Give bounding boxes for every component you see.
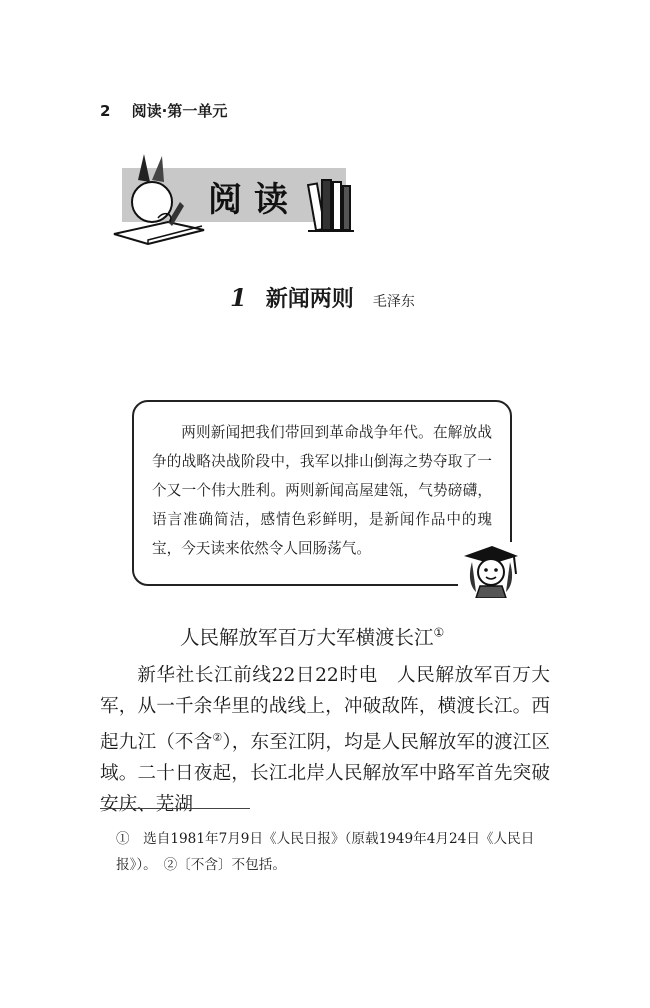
page-header <box>100 100 227 121</box>
lesson-author: 毛泽东 <box>372 294 415 310</box>
article-title-note: ① <box>433 625 445 640</box>
banner-title: 阅读 <box>208 180 300 220</box>
graduate-mascot-icon <box>458 542 520 598</box>
books-icon <box>308 180 354 231</box>
section-label: 阅读·第一单元 <box>131 102 228 120</box>
article-title-text: 人民解放军百万大军横渡长江 <box>180 626 434 649</box>
footnote-divider <box>100 808 250 809</box>
lesson-heading <box>230 282 415 313</box>
intro-box <box>132 400 512 586</box>
lesson-number: 1 <box>230 283 247 312</box>
article-body-part1: 新华社长江前线22日22时电 人民解放军百万大军，从一千余华里的战线上，冲破敌阵，横渡长江。西起九江（不含 <box>100 665 550 754</box>
article-title <box>180 622 444 650</box>
page-number: 2 <box>100 102 111 120</box>
article-body <box>100 660 550 820</box>
footnote-2: ②〔不含〕不包括。 <box>163 857 286 873</box>
footnote-1: ① 选自1981年7月9日《人民日报》（原载1949年4月24日《人民日报》）。 <box>116 831 535 873</box>
article-body-note: ② <box>212 731 223 744</box>
reading-banner <box>108 150 358 245</box>
intro-text: 两则新闻把我们带回到革命战争年代。在解放战争的战略决战阶段中，我军以排山倒海之势夺取了一个又一个伟大胜利。两则新闻高屋建瓴，气势磅礴，语言准确简洁，感情色彩鲜明，是新闻作品中的瑰宝，今天读来依然令人回肠荡气。 <box>152 424 492 557</box>
article-body-part2: ），东至江阴，均是人民解放军的渡江区域。二十日夜起，长江北岸人民解放军中路军首先突破安庆、芜湖 <box>100 732 550 816</box>
lesson-title: 新闻两则 <box>265 287 354 312</box>
footnotes <box>116 826 536 878</box>
